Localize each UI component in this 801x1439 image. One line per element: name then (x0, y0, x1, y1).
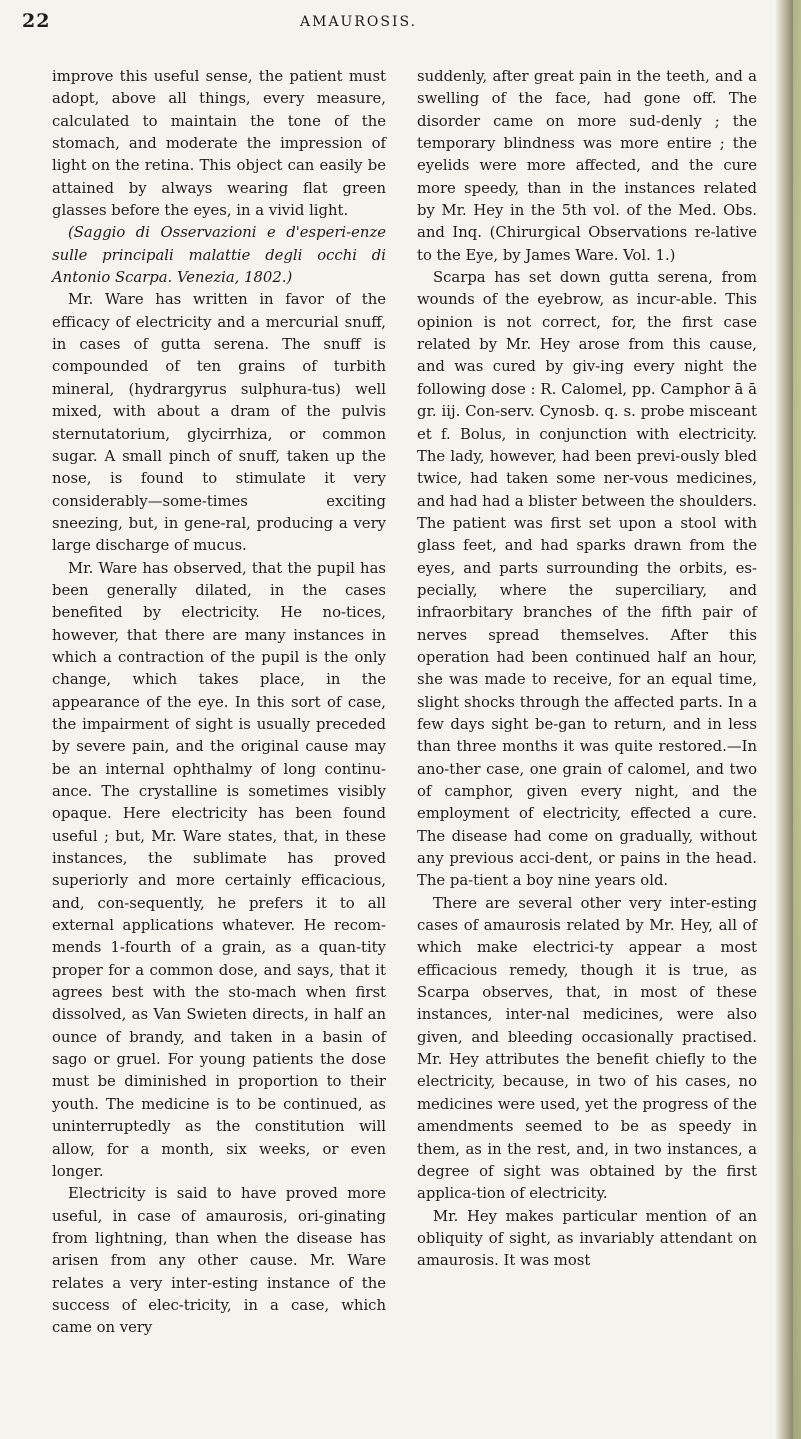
left-paragraph-1: improve this useful sense, the patient must adopt, above all things, every measure, calculated to maintain the tone of the stomach, and moderate the impression of light on the retina. This object can easily be attained by always wearing flat green glasses before the eyes, in a vivid light. (52, 68, 386, 220)
left-column (52, 66, 386, 1340)
page-edge-binding (793, 0, 801, 1439)
right-paragraph-obliquity: Mr. Hey makes particular mention of an obliquity of sight, as invariably attendant on amaurosis. It was most (417, 1207, 757, 1270)
left-paragraph-electricity: Electricity is said to have proved more useful, in case of amaurosis, ori-ginating from lightning, than when the disease has arisen from any other cause. Mr. Ware relates a very inter-esting instance of the success of elec-tricity, in a case, which came on very (52, 1185, 386, 1337)
left-paragraph-ware-snuff: Mr. Ware has written in favor of the efficacy of electricity and a mercurial snuff, in cases of gutta serena. The snuff is compounded of ten grains of turbith mineral, (hydrargyrus sulphura-tus) well mixed, with about a dram of the pulvis sternutatorium, glycirrhiza, or common sugar. A small pinch of snuff, taken up the nose, is found to stimulate it very considerably—some-times exciting sneezing, but, in gene-ral, producing a very large discharge of mucus. (52, 291, 386, 555)
right-paragraph-continuation: suddenly, after great pain in the teeth, and a swelling of the face, had gone off. The disorder came on more sud-denly ; the temporary blindness was more entire ; the eyelids were more affected, and the cure more speedy, than in the instances related by Mr. Hey in the 5th vol. of the Med. Obs. and Inq. (Chirurgical Observations re-lative to the Eye, by James Ware. Vol. 1.) (417, 68, 757, 264)
page-number: 22 (22, 10, 51, 32)
right-paragraph-hey-cases: There are several other very inter-esting cases of amaurosis related by Mr. Hey, all of which make electrici-ty appear a most efficacious remedy, though it is true, as Scarpa observes, that, in most of these instances, inter-nal medicines, were also given, and bleeding occasionally practised. Mr. Hey attributes the benefit chiefly to the electricity, because, in two of his cases, no medicines were used, yet the progress of the amendments seemed to be as speedy in them, as in the rest, and, in two instances, a degree of sight was obtained by the first applica-tion of electricity. (417, 894, 757, 1203)
right-column (417, 66, 757, 1273)
left-paragraph-ware-pupil: Mr. Ware has observed, that the pupil has been generally dilated, in the cases benefited by electricity. He no-tices, however, that there are many instances in which a contraction of the pupil is the only change, which takes place, in the appearance of the eye. In this sort of case, the impairment of sight is usually preceded by severe pain, and the original cause may be an internal ophthalmy of long continu-ance. The crystalline is sometimes visibly opaque. Here electricity has been found useful ; but, Mr. Ware states, that, in these instances, the sublimate has proved superiorly and more certainly efficacious, and, con-sequently, he prefers it to all external applications whatever. He recom-mends 1-fourth of a grain, as a quan-tity proper for a common dose, and says, that it agrees best with the sto-mach when first dissolved, as Van Swieten directs, in half an ounce of brandy, and taken in a basin of sago or gruel. For young patients the dose must be diminished in proportion to their youth. The medicine is to be continued, as uninterruptedly as the constitution will allow, for a month, six weeks, or even longer. (52, 559, 386, 1180)
right-paragraph-scarpa: Scarpa has set down gutta serena, from wounds of the eyebrow, as incur-able. This opinion is not correct, for, the first case related by Mr. Hey arose from this cause, and was cured by giv-ing every night the following dose : R. Calomel, pp. Camphor ā ā gr. iij. Con-serv. Cynosb. q. s. probe misceant et f. Bolus, in conjunction with electricity. The lady, however, had been previ-ously bled twice, had taken some ner-vous medicines, and had had a blister between the shoulders. The patient was first set upon a stool with glass feet, and had sparks drawn from the eyes, and parts surrounding the orbits, es-pecially, where the superciliary, and infraorbitary branches of the fifth pair of nerves spread themselves. After this operation had been continued half an hour, she was made to receive, for an equal time, slight shocks through the affected parts. In a few days sight be-gan to return, and in less than three months it was quite restored.—In ano-ther case, one grain of calomel, and two of camphor, given every night, and the employment of electricity, effected a cure. The disease had come on gradually, without any previous acci-dent, or pains in the head. The pa-tient a boy nine years old. (417, 269, 757, 890)
running-title: AMAUROSIS. (300, 14, 418, 30)
left-citation-scarpa: (Saggio di Osservazioni e d'esperi-enze sulle principali malattie degli occhi di Antonio Scarpa. Venezia, 1802.) (52, 224, 386, 287)
